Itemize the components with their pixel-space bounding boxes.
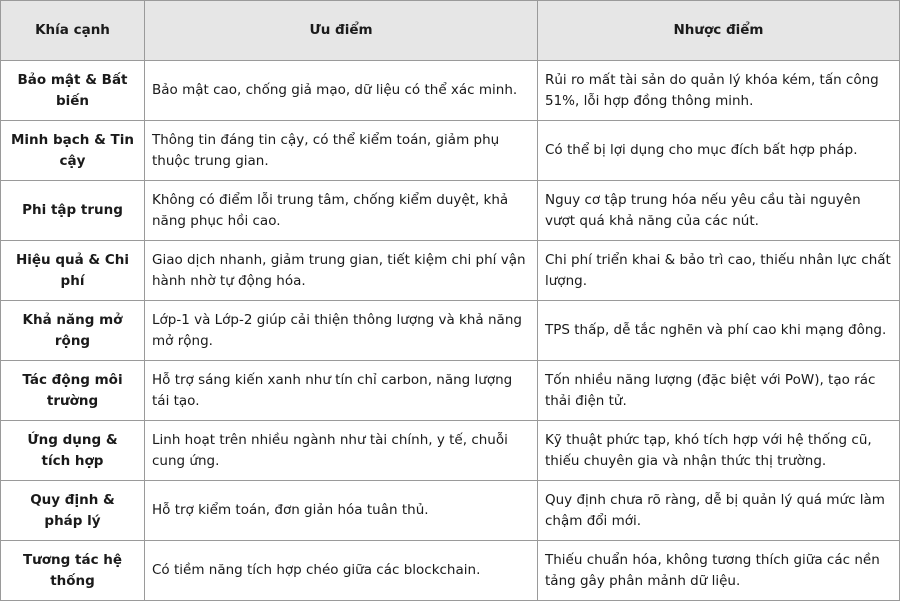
table-header [1,1,900,61]
table-row [1,61,900,121]
cons-cell: Rủi ro mất tài sản do quản lý khóa kém, tấn công 51%, lỗi hợp đồng thông minh. [538,61,900,121]
cons-cell: Quy định chưa rõ ràng, dễ bị quản lý quá mức làm chậm đổi mới. [538,481,900,541]
pros-cell: Hỗ trợ sáng kiến xanh như tín chỉ carbon, năng lượng tái tạo. [145,361,538,421]
pros-cell: Bảo mật cao, chống giả mạo, dữ liệu có thể xác minh. [145,61,538,121]
cons-cell: Nguy cơ tập trung hóa nếu yêu cầu tài nguyên vượt quá khả năng của các nút. [538,181,900,241]
pros-cell: Không có điểm lỗi trung tâm, chống kiểm duyệt, khả năng phục hồi cao. [145,181,538,241]
aspect-cell: Minh bạch & Tin cậy [1,121,145,181]
cons-cell: Thiếu chuẩn hóa, không tương thích giữa các nền tảng gây phân mảnh dữ liệu. [538,541,900,601]
header-cons: Nhược điểm [538,1,900,61]
table-row [1,361,900,421]
pros-cell: Có tiềm năng tích hợp chéo giữa các blockchain. [145,541,538,601]
aspect-cell: Tác động môi trường [1,361,145,421]
table-row [1,121,900,181]
aspect-cell: Tương tác hệ thống [1,541,145,601]
table-row [1,421,900,481]
aspect-cell: Quy định & pháp lý [1,481,145,541]
pros-cell: Lớp-1 và Lớp-2 giúp cải thiện thông lượng và khả năng mở rộng. [145,301,538,361]
aspect-cell: Ứng dụng & tích hợp [1,421,145,481]
pros-cell: Thông tin đáng tin cậy, có thể kiểm toán, giảm phụ thuộc trung gian. [145,121,538,181]
aspect-cell: Hiệu quả & Chi phí [1,241,145,301]
table-row [1,241,900,301]
header-pros: Ưu điểm [145,1,538,61]
cons-cell: Kỹ thuật phức tạp, khó tích hợp với hệ thống cũ, thiếu chuyên gia và nhận thức thị trường. [538,421,900,481]
pros-cell: Giao dịch nhanh, giảm trung gian, tiết kiệm chi phí vận hành nhờ tự động hóa. [145,241,538,301]
cons-cell: Tốn nhiều năng lượng (đặc biệt với PoW), tạo rác thải điện tử. [538,361,900,421]
table-body [1,61,900,601]
pros-cell: Hỗ trợ kiểm toán, đơn giản hóa tuân thủ. [145,481,538,541]
table-row [1,541,900,601]
table-row [1,481,900,541]
table-row [1,181,900,241]
table-row [1,301,900,361]
header-aspect: Khía cạnh [1,1,145,61]
pros-cell: Linh hoạt trên nhiều ngành như tài chính, y tế, chuỗi cung ứng. [145,421,538,481]
cons-cell: TPS thấp, dễ tắc nghẽn và phí cao khi mạng đông. [538,301,900,361]
aspect-cell: Phi tập trung [1,181,145,241]
aspect-cell: Bảo mật & Bất biến [1,61,145,121]
header-row [1,1,900,61]
aspect-cell: Khả năng mở rộng [1,301,145,361]
cons-cell: Có thể bị lợi dụng cho mục đích bất hợp pháp. [538,121,900,181]
cons-cell: Chi phí triển khai & bảo trì cao, thiếu nhân lực chất lượng. [538,241,900,301]
